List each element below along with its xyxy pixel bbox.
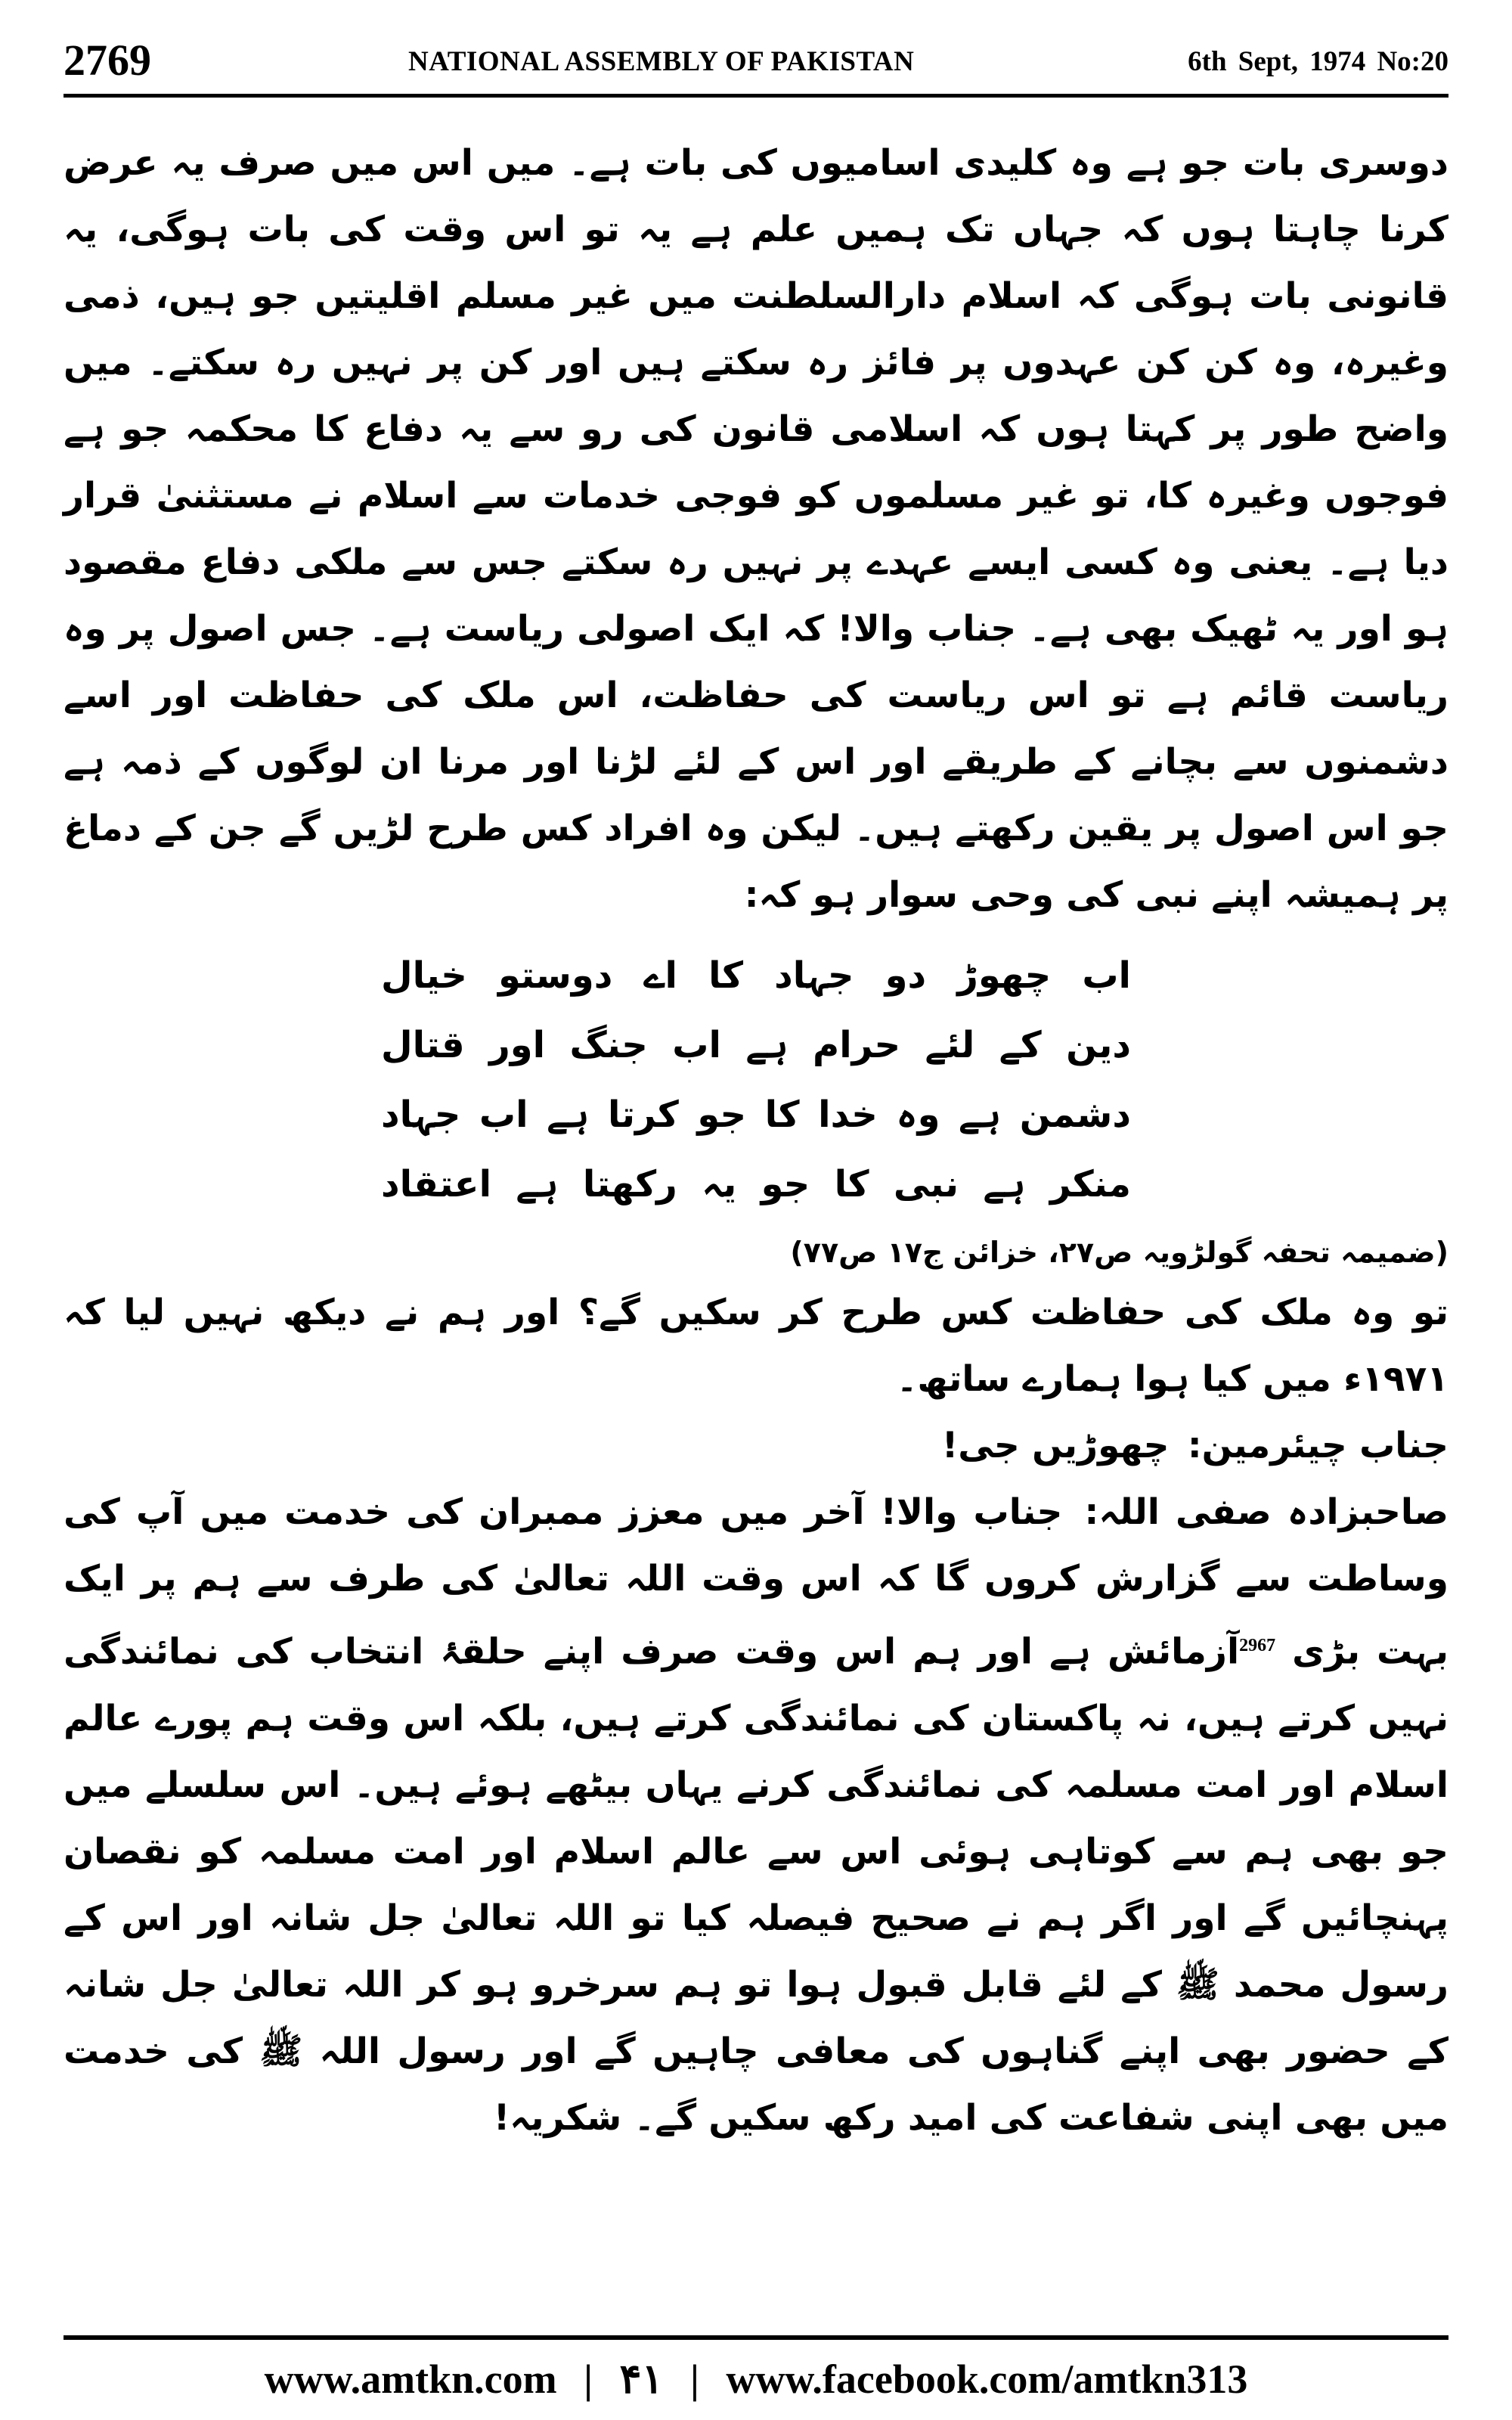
sahibzada-text-1: جناب والا! آخر میں معزز ممبران کی خدمت میں آپ کی وساطت سے گزارش کروں گا کہ اس وقت اللہ تعالیٰ کی طرف سے ہم پر ایک بہت بڑی (64, 1491, 1448, 1673)
speaker-chairman: جناب چیئرمین: (1187, 1425, 1448, 1466)
poem-verse-2: دین کے لئے حرام ہے اب جنگ اور قتال (381, 1024, 1131, 1066)
poem-verse-1: اب چھوڑ دو جہاد کا اے دوستو خیال (381, 954, 1131, 997)
footer-rule (64, 2335, 1448, 2340)
website-link[interactable]: www.amtkn.com (264, 2356, 557, 2402)
header-title: NATIONAL ASSEMBLY OF PAKISTAN (408, 46, 915, 77)
sahibzada-speech (64, 1479, 1448, 2152)
page-header (64, 30, 1448, 91)
poem-verse-3: دشمن ہے وہ خدا کا جو کرتا ہے اب جہاد (381, 1094, 1131, 1136)
chairman-text: چھوڑیں جی! (941, 1425, 1170, 1466)
poem-reference: (ضمیمہ تحفہ گولڑویہ ص۲۷، خزائن ج۱۷ ص۷۷) (790, 1236, 1448, 1269)
document-body (64, 130, 1448, 2152)
header-date-issue: 6th Sept, 1974 No:20 (1188, 46, 1448, 77)
poem (64, 941, 1448, 1219)
page-footer (64, 2349, 1448, 2409)
header-rule (64, 94, 1448, 98)
facebook-link[interactable]: www.facebook.com/amtkn313 (726, 2356, 1248, 2402)
footnote-number: 2967 (1239, 1636, 1276, 1655)
paragraph-2: تو وہ ملک کی حفاظت کس طرح کر سکیں گے؟ اور ہم نے دیکھ نہیں لیا کہ ۱۹۷۱ء میں کیا ہوا ہمارے ساتھ۔ (64, 1292, 1448, 1400)
poem-verse-4: منکر ہے نبی کا جو یہ رکھتا ہے اعتقاد (381, 1163, 1131, 1205)
speaker-sahibzada: صاحبزادہ صفی اللہ: (1084, 1491, 1448, 1533)
footer-page-number: ۴۱ (619, 2356, 664, 2402)
footer-separator-right: | (690, 2356, 699, 2402)
chairman-remark (64, 1413, 1448, 1479)
sahibzada-text-2: آزمائش ہے اور ہم اس وقت صرف اپنے حلقۂ انتخاب کی نمائندگی نہیں کرتے ہیں، نہ پاکستان کی نمائندگی کرتے ہیں، بلکہ اس وقت ہم پورے عالم اسلام اور امت مسلمہ کی نمائندگی کرنے یہاں بیٹھے ہوئے ہیں۔ اس سلسلے میں جو بھی ہم سے کوتاہی ہوئی اس سے عالم اسلام اور امت مسلمہ کو نقصان پہنچائیں گے اور اگر ہم نے صحیح فیصلہ کیا تو اللہ تعالیٰ جل شانہ اور اس کے رسول محمد ﷺ کے لئے قابل قبول ہوا تو ہم سرخرو ہو کر اللہ تعالیٰ جل شانہ کے حضور بھی اپنے گناہوں کی معافی چاہیں گے اور رسول اللہ ﷺ کی خدمت میں بھی اپنی شفاعت کی امید رکھ سکیں گے۔ شکریہ! (64, 1630, 1448, 2139)
page-number: 2769 (64, 36, 151, 85)
footer-separator-left: | (584, 2356, 593, 2402)
paragraph-1: دوسری بات جو ہے وہ کلیدی اسامیوں کی بات ہے۔ میں اس میں صرف یہ عرض کرنا چاہتا ہوں کہ جہاں تک ہمیں علم ہے یہ تو اس وقت کی بات ہوگی، یہ قانونی بات ہوگی کہ اسلام دارالسلطنت میں غیر مسلم اقلیتیں جو ہیں، ذمی وغیرہ، وہ کن کن عہدوں پر فائز رہ سکتے ہیں اور کن پر نہیں رہ سکتے۔ میں واضح طور پر کہتا ہوں کہ اسلامی قانون کی رو سے یہ دفاع کا محکمہ جو ہے فوجوں وغیرہ کا، تو غیر مسلموں کو فوجی خدمات سے اسلام نے مستثنیٰ قرار دیا ہے۔ یعنی وہ کسی ایسے عہدے پر نہیں رہ سکتے جس سے ملکی دفاع مقصود ہو اور یہ ٹھیک بھی ہے۔ جناب والا! کہ ایک اصولی ریاست ہے۔ جس اصول پر وہ ریاست قائم ہے تو اس ریاست کی حفاظت، اس ملک کی حفاظت اور اسے دشمنوں سے بچانے کے طریقے اور اس کے لئے لڑنا اور مرنا ان لوگوں کے ذمہ ہے جو اس اصول پر یقین رکھتے ہیں۔ لیکن وہ افراد کس طرح لڑیں گے جن کے دماغ پر ہمیشہ اپنے نبی کی وحی سوار ہو کہ: (64, 142, 1448, 916)
